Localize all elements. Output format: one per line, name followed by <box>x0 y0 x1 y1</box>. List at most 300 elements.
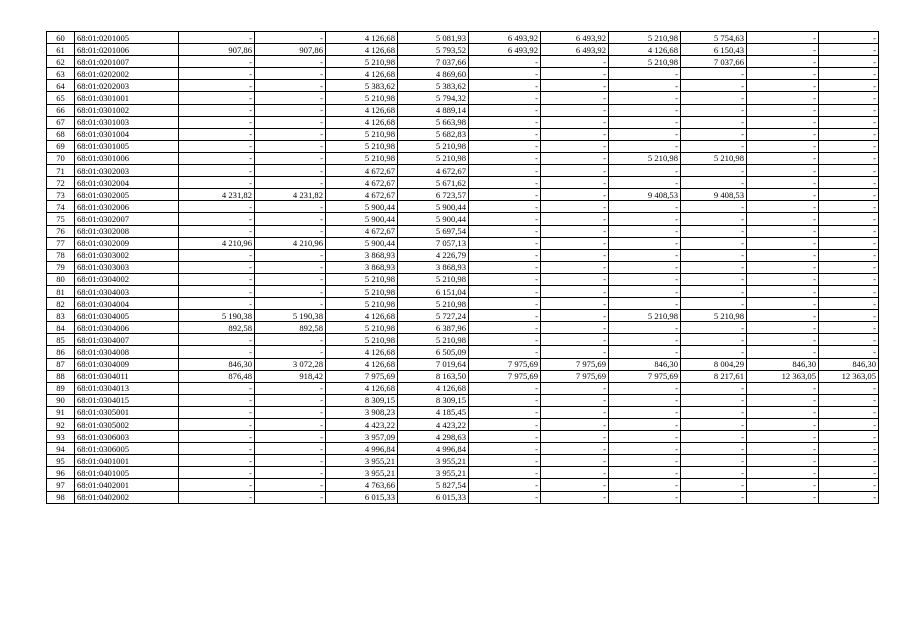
value-cell: - <box>819 189 879 201</box>
value-cell: - <box>609 249 681 261</box>
value-cell: - <box>747 152 819 164</box>
value-cell: - <box>469 431 541 443</box>
cadastral-code: 68:01:0301004 <box>75 128 179 140</box>
value-cell: - <box>469 346 541 358</box>
value-cell: 6 387,96 <box>398 322 469 334</box>
row-number: 80 <box>47 273 75 285</box>
value-cell: 5 900,44 <box>326 213 398 225</box>
value-cell: - <box>819 382 879 394</box>
value-cell: - <box>609 80 681 92</box>
value-cell: - <box>255 128 326 140</box>
cadastral-code: 68:01:0304007 <box>75 334 179 346</box>
value-cell: - <box>469 104 541 116</box>
value-cell: - <box>469 213 541 225</box>
value-cell: - <box>747 92 819 104</box>
value-cell: 5 190,38 <box>255 310 326 322</box>
value-cell: 3 908,23 <box>326 406 398 418</box>
row-number: 77 <box>47 237 75 249</box>
value-cell: - <box>541 104 609 116</box>
value-cell: - <box>819 225 879 237</box>
value-cell: - <box>179 92 255 104</box>
row-number: 83 <box>47 310 75 322</box>
cadastral-code: 68:01:0201005 <box>75 32 179 44</box>
value-cell: - <box>541 80 609 92</box>
value-cell: - <box>541 285 609 297</box>
value-cell: 9 408,53 <box>609 189 681 201</box>
row-number: 68 <box>47 128 75 140</box>
value-cell: - <box>681 104 747 116</box>
table-row <box>47 298 879 310</box>
row-number: 90 <box>47 394 75 406</box>
value-cell: - <box>255 285 326 297</box>
table-row <box>47 491 879 503</box>
row-number: 65 <box>47 92 75 104</box>
value-cell: 907,86 <box>179 44 255 56</box>
value-cell: 892,58 <box>179 322 255 334</box>
value-cell: - <box>747 431 819 443</box>
value-cell: - <box>819 104 879 116</box>
value-cell: - <box>819 201 879 213</box>
value-cell: - <box>747 104 819 116</box>
value-cell: - <box>469 479 541 491</box>
table-row <box>47 467 879 479</box>
value-cell: - <box>681 467 747 479</box>
cadastral-code: 68:01:0201006 <box>75 44 179 56</box>
cadastral-code: 68:01:0202002 <box>75 68 179 80</box>
value-cell: - <box>681 382 747 394</box>
value-cell: 5 900,44 <box>398 201 469 213</box>
value-cell: - <box>747 334 819 346</box>
cadastral-code: 68:01:0306003 <box>75 431 179 443</box>
row-number: 76 <box>47 225 75 237</box>
value-cell: - <box>179 116 255 128</box>
value-cell: - <box>179 177 255 189</box>
value-cell: - <box>255 116 326 128</box>
value-cell: 4 763,66 <box>326 479 398 491</box>
cadastral-code: 68:01:0304005 <box>75 310 179 322</box>
value-cell: - <box>469 334 541 346</box>
value-cell: - <box>541 455 609 467</box>
value-cell: 5 663,98 <box>398 116 469 128</box>
value-cell: - <box>819 32 879 44</box>
value-cell: - <box>469 237 541 249</box>
value-cell: 5 210,98 <box>398 334 469 346</box>
table-row <box>47 165 879 177</box>
table-row <box>47 44 879 56</box>
value-cell: - <box>255 273 326 285</box>
value-cell: - <box>747 419 819 431</box>
table-row <box>47 68 879 80</box>
row-number: 89 <box>47 382 75 394</box>
value-cell: - <box>469 201 541 213</box>
value-cell: - <box>819 261 879 273</box>
value-cell: 3 072,28 <box>255 358 326 370</box>
table-row <box>47 116 879 128</box>
value-cell: 5 383,62 <box>398 80 469 92</box>
value-cell: 5 190,38 <box>179 310 255 322</box>
value-cell: 5 210,98 <box>681 310 747 322</box>
value-cell: - <box>179 455 255 467</box>
value-cell: - <box>681 128 747 140</box>
value-cell: - <box>541 201 609 213</box>
value-cell: - <box>681 298 747 310</box>
value-cell: - <box>541 189 609 201</box>
value-cell: 5 210,98 <box>326 56 398 68</box>
value-cell: 5 900,44 <box>326 237 398 249</box>
value-cell: 918,42 <box>255 370 326 382</box>
row-number: 79 <box>47 261 75 273</box>
value-cell: 5 697,54 <box>398 225 469 237</box>
value-cell: - <box>255 249 326 261</box>
value-cell: - <box>541 225 609 237</box>
value-cell: 3 955,21 <box>326 455 398 467</box>
value-cell: 5 671,62 <box>398 177 469 189</box>
value-cell: - <box>179 431 255 443</box>
value-cell: - <box>255 140 326 152</box>
table-row <box>47 394 879 406</box>
value-cell: 4 672,67 <box>326 189 398 201</box>
table-row <box>47 382 879 394</box>
value-cell: - <box>747 322 819 334</box>
value-cell: - <box>609 455 681 467</box>
value-cell: - <box>609 443 681 455</box>
value-cell: - <box>747 382 819 394</box>
value-cell: 5 210,98 <box>326 322 398 334</box>
table-row <box>47 225 879 237</box>
value-cell: - <box>255 261 326 273</box>
value-cell: - <box>541 382 609 394</box>
value-cell: - <box>179 285 255 297</box>
table-row <box>47 370 879 382</box>
value-cell: - <box>747 491 819 503</box>
cadastral-code: 68:01:0304009 <box>75 358 179 370</box>
value-cell: - <box>541 140 609 152</box>
value-cell: - <box>609 68 681 80</box>
value-cell: - <box>255 32 326 44</box>
value-cell: 846,30 <box>747 358 819 370</box>
row-number: 63 <box>47 68 75 80</box>
value-cell: 5 210,98 <box>326 152 398 164</box>
value-cell: - <box>609 346 681 358</box>
value-cell: - <box>819 479 879 491</box>
value-cell: 5 210,98 <box>326 140 398 152</box>
value-cell: - <box>541 249 609 261</box>
value-cell: - <box>541 237 609 249</box>
value-cell: - <box>469 140 541 152</box>
value-cell: - <box>255 201 326 213</box>
value-cell: - <box>819 128 879 140</box>
value-cell: - <box>747 346 819 358</box>
value-cell: - <box>179 467 255 479</box>
value-cell: - <box>255 346 326 358</box>
value-cell: 4 996,84 <box>398 443 469 455</box>
value-cell: 7 975,69 <box>469 370 541 382</box>
value-cell: - <box>819 44 879 56</box>
cadastral-code: 68:01:0304011 <box>75 370 179 382</box>
value-cell: - <box>255 92 326 104</box>
table-row <box>47 358 879 370</box>
value-cell: - <box>747 298 819 310</box>
table-row <box>47 56 879 68</box>
table-row <box>47 189 879 201</box>
row-number: 92 <box>47 419 75 431</box>
value-cell: 4 231,82 <box>255 189 326 201</box>
value-cell: 4 126,68 <box>326 32 398 44</box>
value-cell: - <box>681 165 747 177</box>
row-number: 71 <box>47 165 75 177</box>
value-cell: - <box>747 249 819 261</box>
value-cell: 5 081,93 <box>398 32 469 44</box>
value-cell: 4 889,14 <box>398 104 469 116</box>
value-cell: - <box>179 406 255 418</box>
value-cell: - <box>541 406 609 418</box>
row-number: 75 <box>47 213 75 225</box>
value-cell: - <box>681 237 747 249</box>
cadastral-code: 68:01:0304003 <box>75 285 179 297</box>
value-cell: - <box>255 80 326 92</box>
row-number: 94 <box>47 443 75 455</box>
value-cell: - <box>819 165 879 177</box>
value-cell: - <box>541 177 609 189</box>
value-cell: - <box>819 431 879 443</box>
value-cell: 846,30 <box>609 358 681 370</box>
row-number: 61 <box>47 44 75 56</box>
value-cell: - <box>819 491 879 503</box>
value-cell: 4 126,68 <box>326 116 398 128</box>
cadastral-code: 68:01:0303003 <box>75 261 179 273</box>
value-cell: 9 408,53 <box>681 189 747 201</box>
value-cell: 6 493,92 <box>541 32 609 44</box>
cadastral-code: 68:01:0301006 <box>75 152 179 164</box>
value-cell: 5 793,52 <box>398 44 469 56</box>
value-cell: - <box>681 419 747 431</box>
value-cell: - <box>681 406 747 418</box>
value-cell: 5 210,98 <box>326 128 398 140</box>
table-row <box>47 443 879 455</box>
value-cell: 4 226,79 <box>398 249 469 261</box>
value-cell: - <box>179 104 255 116</box>
value-cell: - <box>819 249 879 261</box>
value-cell: 3 955,21 <box>398 455 469 467</box>
value-cell: - <box>681 261 747 273</box>
value-cell: - <box>255 419 326 431</box>
value-cell: - <box>609 237 681 249</box>
value-cell: - <box>255 455 326 467</box>
value-cell: 4 185,45 <box>398 406 469 418</box>
table-row <box>47 80 879 92</box>
row-number: 85 <box>47 334 75 346</box>
value-cell: 846,30 <box>179 358 255 370</box>
table-row <box>47 334 879 346</box>
value-cell: - <box>469 394 541 406</box>
value-cell: 5 210,98 <box>609 152 681 164</box>
value-cell: - <box>541 165 609 177</box>
cadastral-code: 68:01:0402001 <box>75 479 179 491</box>
value-cell: - <box>819 56 879 68</box>
value-cell: - <box>681 273 747 285</box>
value-cell: - <box>681 68 747 80</box>
row-number: 84 <box>47 322 75 334</box>
value-cell: - <box>681 80 747 92</box>
value-cell: - <box>819 334 879 346</box>
table-row <box>47 201 879 213</box>
value-cell: 8 217,61 <box>681 370 747 382</box>
value-cell: 4 672,67 <box>326 225 398 237</box>
value-cell: 876,48 <box>179 370 255 382</box>
value-cell: - <box>469 382 541 394</box>
value-cell: - <box>469 273 541 285</box>
value-cell: - <box>179 128 255 140</box>
value-cell: 7 037,66 <box>398 56 469 68</box>
row-number: 60 <box>47 32 75 44</box>
value-cell: - <box>469 322 541 334</box>
value-cell: 4 126,68 <box>326 310 398 322</box>
table-row <box>47 273 879 285</box>
value-cell: - <box>681 213 747 225</box>
value-cell: - <box>255 382 326 394</box>
value-cell: - <box>255 479 326 491</box>
value-cell: - <box>819 152 879 164</box>
value-cell: - <box>179 334 255 346</box>
value-cell: - <box>469 92 541 104</box>
value-cell: - <box>255 491 326 503</box>
value-cell: - <box>819 213 879 225</box>
value-cell: - <box>681 443 747 455</box>
value-cell: 6 723,57 <box>398 189 469 201</box>
value-cell: - <box>609 298 681 310</box>
value-cell: - <box>541 394 609 406</box>
value-cell: 3 957,09 <box>326 431 398 443</box>
row-number: 93 <box>47 431 75 443</box>
cadastral-code: 68:01:0302008 <box>75 225 179 237</box>
value-cell: 3 955,21 <box>398 467 469 479</box>
value-cell: 5 210,98 <box>326 285 398 297</box>
value-cell: - <box>179 491 255 503</box>
row-number: 97 <box>47 479 75 491</box>
table-row <box>47 213 879 225</box>
cadastral-code: 68:01:0401001 <box>75 455 179 467</box>
value-cell: - <box>819 443 879 455</box>
value-cell: - <box>681 177 747 189</box>
value-cell: 846,30 <box>819 358 879 370</box>
value-cell: - <box>179 140 255 152</box>
value-cell: - <box>747 310 819 322</box>
value-cell: 6 493,92 <box>469 44 541 56</box>
value-cell: - <box>179 201 255 213</box>
row-number: 70 <box>47 152 75 164</box>
table-row <box>47 479 879 491</box>
value-cell: - <box>609 165 681 177</box>
value-cell: - <box>469 443 541 455</box>
value-cell: - <box>255 334 326 346</box>
value-cell: - <box>541 116 609 128</box>
value-cell: 5 210,98 <box>398 273 469 285</box>
table-row <box>47 322 879 334</box>
value-cell: - <box>255 56 326 68</box>
value-cell: 6 015,33 <box>398 491 469 503</box>
value-cell: - <box>609 334 681 346</box>
value-cell: - <box>747 189 819 201</box>
table-row <box>47 140 879 152</box>
value-cell: - <box>255 68 326 80</box>
value-cell: - <box>255 406 326 418</box>
value-cell: - <box>255 225 326 237</box>
value-cell: 5 210,98 <box>326 298 398 310</box>
value-cell: 4 126,68 <box>326 358 398 370</box>
table-row <box>47 419 879 431</box>
cadastral-code: 68:01:0304004 <box>75 298 179 310</box>
value-cell: - <box>179 152 255 164</box>
cadastral-code: 68:01:0304015 <box>75 394 179 406</box>
value-cell: 5 210,98 <box>398 298 469 310</box>
value-cell: - <box>179 346 255 358</box>
value-cell: - <box>747 44 819 56</box>
value-cell: - <box>747 128 819 140</box>
value-cell: - <box>469 152 541 164</box>
value-cell: 4 126,68 <box>609 44 681 56</box>
cadastral-code: 68:01:0302007 <box>75 213 179 225</box>
value-cell: - <box>541 92 609 104</box>
value-cell: 7 975,69 <box>541 370 609 382</box>
value-cell: - <box>681 394 747 406</box>
value-cell: - <box>819 322 879 334</box>
value-cell: - <box>179 382 255 394</box>
value-cell: 5 727,24 <box>398 310 469 322</box>
data-table <box>46 31 879 504</box>
cadastral-code: 68:01:0301001 <box>75 92 179 104</box>
value-cell: 6 150,43 <box>681 44 747 56</box>
value-cell: - <box>255 213 326 225</box>
row-number: 64 <box>47 80 75 92</box>
value-cell: 4 298,63 <box>398 431 469 443</box>
value-cell: - <box>609 177 681 189</box>
cadastral-code: 68:01:0202003 <box>75 80 179 92</box>
cadastral-code: 68:01:0305001 <box>75 406 179 418</box>
value-cell: - <box>819 419 879 431</box>
value-cell: - <box>469 467 541 479</box>
value-cell: 4 423,22 <box>398 419 469 431</box>
table-row <box>47 261 879 273</box>
value-cell: 5 900,44 <box>326 201 398 213</box>
value-cell: - <box>255 177 326 189</box>
value-cell: - <box>609 382 681 394</box>
value-cell: - <box>255 298 326 310</box>
value-cell: - <box>609 285 681 297</box>
value-cell: 7 975,69 <box>469 358 541 370</box>
value-cell: - <box>609 128 681 140</box>
value-cell: 8 004,29 <box>681 358 747 370</box>
value-cell: - <box>681 346 747 358</box>
value-cell: - <box>541 346 609 358</box>
value-cell: - <box>609 491 681 503</box>
value-cell: 6 505,09 <box>398 346 469 358</box>
value-cell: 4 126,68 <box>326 346 398 358</box>
cadastral-code: 68:01:0305002 <box>75 419 179 431</box>
value-cell: - <box>255 443 326 455</box>
value-cell: - <box>609 406 681 418</box>
value-cell: - <box>819 455 879 467</box>
value-cell: 3 955,21 <box>326 467 398 479</box>
value-cell: - <box>541 152 609 164</box>
value-cell: 8 163,50 <box>398 370 469 382</box>
value-cell: 4 210,96 <box>255 237 326 249</box>
value-cell: 6 015,33 <box>326 491 398 503</box>
table-row <box>47 128 879 140</box>
value-cell: - <box>681 116 747 128</box>
cadastral-code: 68:01:0201007 <box>75 56 179 68</box>
value-cell: - <box>609 273 681 285</box>
value-cell: - <box>819 310 879 322</box>
